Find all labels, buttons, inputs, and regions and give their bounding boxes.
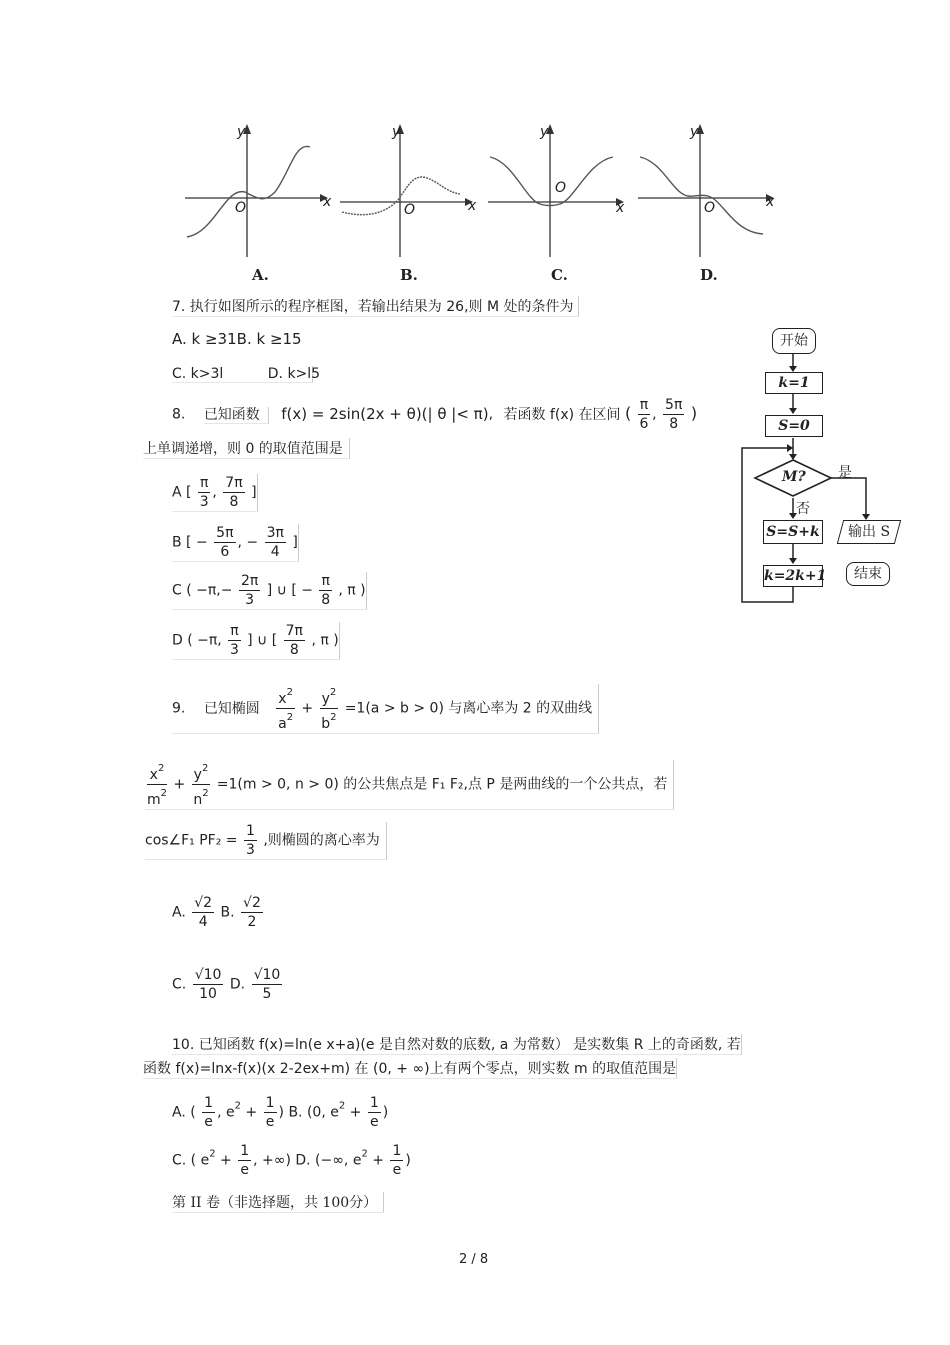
q9-options-ab: A. $\frac{√2}{4}$ B. $\frac{√2}{2}$ bbox=[172, 895, 261, 930]
x-axis-label: x bbox=[323, 194, 332, 210]
origin-label: O bbox=[404, 202, 416, 218]
q9-cos: cos∠F₁ PF₂ = $\frac{1}{3}$ ,则椭圆的离心率为 bbox=[145, 822, 387, 860]
q9-hyperbola: $\frac{x^2}{m^2}$ + $\frac{y^2}{n^2}$ =1(m > 0, n > 0) 的公共焦点是 F₁ F₂,点 P 是两曲线的一个公共点，若 bbox=[145, 760, 674, 810]
graph-option-a bbox=[185, 122, 335, 287]
graph-label-b: B. bbox=[400, 266, 418, 284]
section-title: 第 II 卷（非选择题，共 100分） bbox=[172, 1192, 384, 1213]
y-axis-label: y bbox=[540, 124, 549, 140]
flow-start: 开始 bbox=[772, 328, 816, 354]
y-axis-label: y bbox=[690, 124, 699, 140]
q7-option-c: C. k>3l bbox=[172, 366, 224, 382]
q7-options-cd bbox=[172, 366, 321, 383]
q8-formula: f(x) = 2sin(2x + θ)(| θ |< π) bbox=[281, 404, 489, 423]
x-axis-label: x bbox=[766, 194, 775, 210]
q8-stem: 8. 已知函数 f(x) = 2sin(2x + θ)(| θ |< π), 若函数 f(x) 在区间 ( $\frac{\pi}{6}$ , $\frac{5\pi}{8}$ ) bbox=[172, 397, 698, 432]
graph-label-d: D. bbox=[700, 266, 718, 284]
q7-option-d: D. k>l5 bbox=[267, 366, 321, 382]
q8-interval-a: $\frac{\pi}{6}$ bbox=[639, 397, 649, 432]
flow-s0: S=0 bbox=[765, 415, 823, 437]
graph-a-curve bbox=[185, 122, 335, 262]
origin-label: O bbox=[704, 200, 716, 216]
flow-yes: 是 bbox=[838, 465, 852, 481]
origin-label: O bbox=[235, 200, 247, 216]
x-axis-label: x bbox=[616, 200, 625, 216]
q8-interval-text: 若函数 f(x) 在区间 bbox=[503, 406, 621, 423]
graph-label-a: A. bbox=[252, 266, 269, 284]
q8-option-b: B [ − $\frac{5\pi}{6}$ , − $\frac{3\pi}{4}$ ] bbox=[172, 525, 298, 560]
q10-line1: 10. 已知函数 f(x)=ln(e x+a)(e 是自然对数的底数, a 为常数） 是实数集 R 上的奇函数, 若 bbox=[172, 1034, 742, 1055]
q10-options-cd: C. ( $e^2$ + $\frac{1}{e}$ , +∞) D. (−∞, $e^2$ + $\frac{1}{e}$ ) bbox=[172, 1143, 411, 1178]
flowchart bbox=[738, 322, 908, 612]
flow-end: 结束 bbox=[846, 562, 890, 586]
y-axis-label: y bbox=[237, 124, 246, 140]
flow-condition: M? bbox=[782, 469, 806, 485]
graph-d-curve bbox=[638, 122, 788, 262]
q8-option-d: D ( −π, $\frac{\pi}{3}$ ] ∪ [ $\frac{7\pi}{8}$ , π ) bbox=[172, 623, 339, 658]
origin-label: O bbox=[555, 180, 567, 196]
q8-lead: 已知函数 bbox=[204, 407, 269, 424]
graph-b-curve bbox=[340, 122, 490, 262]
q8-option-c: C ( −π,− $\frac{2\pi}{3}$ ] ∪ [ − $\frac{\pi}{8}$ , π ) bbox=[172, 573, 366, 608]
q8-option-a: A [ $\frac{\pi}{3}$ , $\frac{7\pi}{8}$ ] bbox=[172, 475, 257, 510]
flow-output: 输出 S bbox=[837, 520, 901, 544]
flow-k-update: k=2k+1 bbox=[763, 565, 823, 587]
graph-option-c bbox=[488, 122, 638, 287]
q9-options-cd: C. $\frac{√10}{10}$ D. $\frac{√10}{5}$ bbox=[172, 967, 281, 1002]
graph-label-c: C. bbox=[551, 266, 568, 284]
q7-stem: 7. 执行如图所示的程序框图，若输出结果为 26,则 M 处的条件为 bbox=[172, 296, 579, 317]
flow-sum: S=S+k bbox=[763, 520, 823, 544]
y-axis-label: y bbox=[392, 124, 401, 140]
page-number: 2 / 8 bbox=[459, 1252, 489, 1267]
q9-stem: 9. 已知椭圆 $\frac{x^2}{a^2}$ + $\frac{y^2}{b^2}$ =1(a > b > 0) 与离心率为 2 的双曲线 bbox=[172, 684, 599, 734]
q10-options-ab: A. ( $\frac{1}{e}$ , $e^2$ + $\frac{1}{e}$ ) B. (0, $e^2$ + $\frac{1}{e}$ ) bbox=[172, 1095, 389, 1130]
graph-option-d bbox=[638, 122, 788, 287]
q7-option-b: B. k ≥15 bbox=[236, 330, 302, 348]
graph-option-b bbox=[340, 122, 490, 287]
x-axis-label: x bbox=[468, 198, 477, 214]
q8-interval-b: $\frac{5\pi}{8}$ bbox=[665, 397, 683, 432]
q10-line2: 函数 f(x)=lnx-f(x)(x 2-2ex+m) 在 (0, + ∞)上有两个零点，则实数 m 的取值范围是 bbox=[143, 1058, 677, 1079]
flow-no: 否 bbox=[796, 501, 810, 517]
q8-number: 8. bbox=[172, 406, 186, 423]
flow-k1: k=1 bbox=[765, 372, 823, 394]
q7-option-a: A. k ≥31 bbox=[172, 330, 237, 348]
q8-line2: 上单调递增，则 0 的取值范围是 bbox=[143, 438, 350, 459]
q7-options-ab bbox=[172, 330, 302, 348]
